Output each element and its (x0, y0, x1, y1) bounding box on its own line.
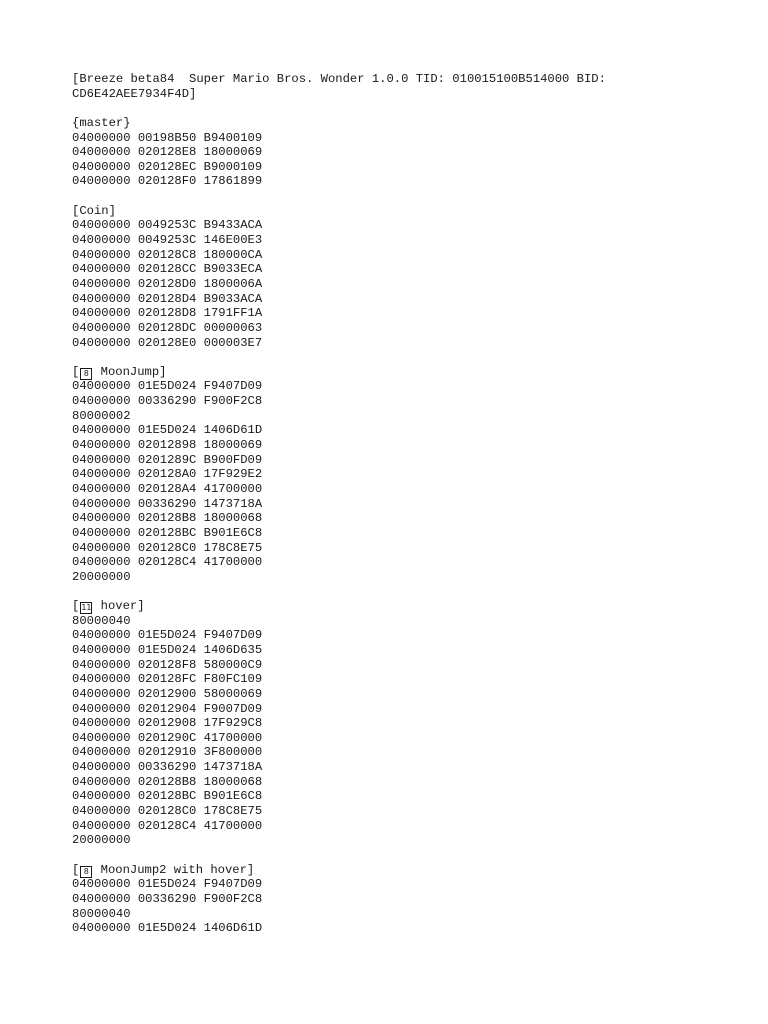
cheat-document (72, 72, 696, 936)
code-line: 04000000 02012908 17F929C8 (72, 716, 263, 731)
code-line: 04000000 020128A0 17F929E2 (72, 467, 263, 482)
code-line: 04000000 01E5D024 F9407D09 (72, 379, 263, 394)
section-moonjump2-code (72, 877, 696, 936)
code-line: 04000000 020128D0 1800006A (72, 276, 263, 291)
code-line: 04000000 0201289C B900FD09 (72, 452, 263, 467)
button-11-icon: 11 (81, 603, 92, 613)
code-line: 04000000 020128C8 180000CA (72, 247, 263, 262)
title-text: MoonJump2 with hover] (93, 862, 255, 877)
code-line: 04000000 0049253C 146E00E3 (72, 233, 263, 248)
code-line: 04000000 00336290 1473718A (72, 496, 263, 511)
code-line: 04000000 00336290 F900F2C8 (72, 394, 263, 409)
section-coin-code (72, 218, 696, 350)
title-prefix: [ (72, 364, 80, 379)
code-line: 80000040 (72, 906, 131, 921)
section-title-hover (72, 599, 696, 614)
code-line: 04000000 020128CC B9033ECA (72, 262, 263, 277)
code-line: 04000000 020128C4 41700000 (72, 818, 263, 833)
code-line: 04000000 01E5D024 1406D635 (72, 642, 263, 657)
code-line: 04000000 020128E8 18000069 (72, 145, 263, 160)
code-line: 04000000 020128F8 580000C9 (72, 657, 263, 672)
code-line: 04000000 02012900 58000069 (72, 686, 263, 701)
code-line: 04000000 01E5D024 1406D61D (72, 423, 263, 438)
code-line: 04000000 01E5D024 F9407D09 (72, 877, 263, 892)
code-line: 04000000 01E5D024 1406D61D (72, 921, 263, 936)
code-line: 04000000 020128DC 00000063 (72, 320, 263, 335)
code-line: 04000000 020128BC B901E6C8 (72, 525, 263, 540)
section-moonjump-code (72, 379, 696, 584)
code-line: 04000000 00198B50 B9400109 (72, 130, 263, 145)
code-line: 04000000 0201290C 41700000 (72, 730, 263, 745)
code-line: 04000000 00336290 F900F2C8 (72, 891, 263, 906)
code-line: 04000000 020128C0 178C8E75 (72, 540, 263, 555)
section-title-moonjump2 (72, 863, 696, 878)
code-line: 04000000 020128BC B901E6C8 (72, 789, 263, 804)
code-line: 04000000 01E5D024 F9407D09 (72, 628, 263, 643)
code-line: 04000000 020128B8 18000068 (72, 511, 263, 526)
code-line: 04000000 020128D8 1791FF1A (72, 306, 263, 321)
code-line: 04000000 020128E0 000003E7 (72, 335, 263, 350)
section-title-moonjump (72, 365, 696, 380)
header-line-2: CD6E42AEE7934F4D] (72, 86, 197, 101)
code-line: 04000000 02012910 3F800000 (72, 745, 263, 760)
code-line: 04000000 020128FC F80FC109 (72, 672, 263, 687)
code-line: 80000002 (72, 408, 131, 423)
code-line: 04000000 020128EC B9000109 (72, 159, 263, 174)
button-8-icon: 8 (80, 866, 92, 878)
code-line: 20000000 (72, 569, 131, 584)
code-line: 04000000 020128C4 41700000 (72, 555, 263, 570)
title-text: MoonJump] (93, 364, 167, 379)
header-line-1: [Breeze beta84 Super Mario Bros. Wonder 1.0.0 TID: 010015100B514000 BID: (72, 72, 606, 86)
code-line: 20000000 (72, 833, 131, 848)
code-line: 04000000 020128B8 18000068 (72, 774, 263, 789)
code-line: 04000000 020128C0 178C8E75 (72, 804, 263, 819)
button-8-icon: 8 (80, 368, 92, 380)
title-prefix: [ (72, 599, 80, 614)
code-line: 80000040 (72, 613, 131, 628)
section-hover-code (72, 614, 696, 848)
code-line: 04000000 02012904 F9007D09 (72, 701, 263, 716)
code-line: 04000000 020128A4 41700000 (72, 481, 263, 496)
code-line: 04000000 02012898 18000069 (72, 438, 263, 453)
code-line: 04000000 0049253C B9433ACA (72, 218, 263, 233)
code-line: 04000000 020128F0 17861899 (72, 174, 263, 189)
section-title-master: {master} (72, 115, 131, 130)
code-line: 04000000 020128D4 B9033ACA (72, 291, 263, 306)
section-title-coin: [Coin] (72, 203, 116, 218)
code-line: 04000000 00336290 1473718A (72, 760, 263, 775)
title-text: hover] (93, 599, 145, 614)
section-master-code (72, 131, 696, 190)
title-prefix: [ (72, 862, 80, 877)
